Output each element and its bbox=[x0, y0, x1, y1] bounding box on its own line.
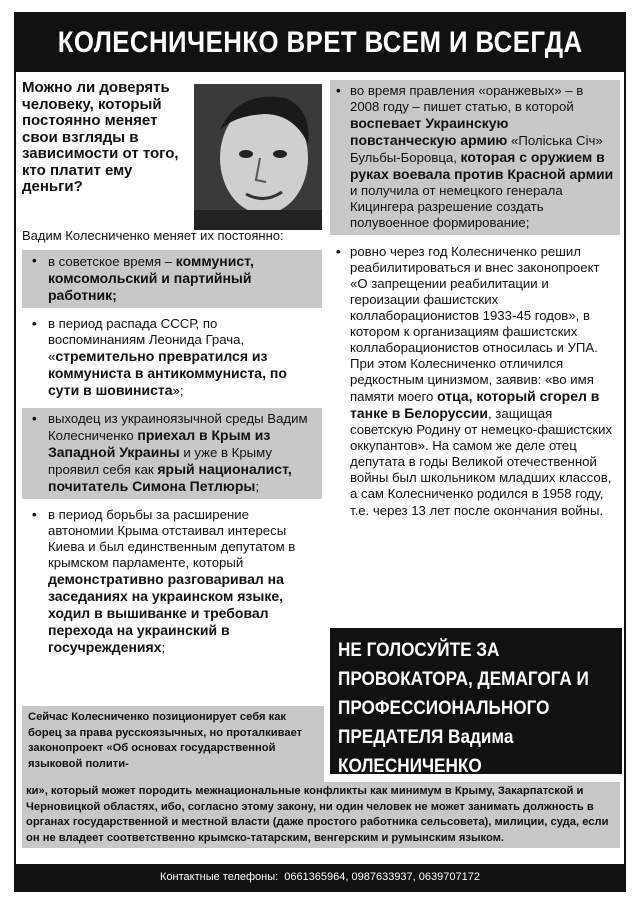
right-item-emphasis: которая с оружием в руках воевала против Красной армии bbox=[350, 149, 614, 182]
footer-phones: 0661365964, 0987633937, 0639707172 bbox=[284, 871, 480, 883]
callout-text: НЕ ГОЛОСУЙТЕ ЗА ПРОВОКАТОРА, ДЕМАГОГА И ПРОФЕССИОНАЛЬНОГО ПРЕДАТЕЛЯ Вадима КОЛЕСНИЧЕНКО bbox=[338, 639, 589, 777]
footer-label: Контактные телефоны: bbox=[160, 871, 279, 883]
right-item-text: , защищая советскую Родину от немецко-фашистских оккупантов». На самом же деле отец депутата в годы Великой отечественной войны был школьником младших классов, а сам Колесниченко родился в 1958 году, т.е. через 13 лет после окончания войны. bbox=[350, 406, 613, 518]
portrait-photo bbox=[194, 84, 322, 230]
left-item-emphasis: приехал в Крым из Западной Украины bbox=[48, 427, 271, 460]
left-item-text: в период распада СССР, по воспоминаниям Леонида Грача, « bbox=[48, 316, 245, 364]
right-item-text: во время правления «оранжевых» – в 2008 году – пишет статью, в которой bbox=[350, 83, 584, 114]
bottom-wide-text: ки», который может породить межнациональные конфликты как минимум в Крыму, Закарпатской и Черновицкой областях, ибо, согласно этому закону, ни один человек не может занимать должность в органах государственной и местной власти (даже простого работника сельсовета), милиции, суда, если он не владеет соответственно крымско-татарским, венгерским и румынским языком. bbox=[26, 785, 609, 844]
left-item-text: выходец из украиноязычной среды Вадим Колесниченко bbox=[48, 411, 308, 443]
leaflet-page bbox=[14, 12, 626, 892]
bullet-icon: • bbox=[336, 244, 341, 259]
intro-question: Можно ли доверять человеку, который постоянно меняет свои взгляды в зависимости от того, кто платит ему деньги? bbox=[22, 79, 179, 195]
left-item-emphasis: демонстративно разговаривал на заседаниях на украинском языке, ходил в вышиванке и требовал перехода на украинский в госучреждениях bbox=[48, 571, 284, 655]
left-item-emphasis: коммунист, комсомольский и партийный работник; bbox=[48, 253, 254, 303]
headline: КОЛЕСНИЧЕНКО ВРЕТ ВСЕМ И ВСЕГДА bbox=[57, 26, 583, 59]
left-item-text: »; bbox=[172, 383, 184, 398]
bottom-text-narrow bbox=[22, 706, 324, 784]
right-item-emphasis: воспевает Украинскую повстанческую армию bbox=[350, 115, 509, 148]
right-item-text: ровно через год Колесниченко решил реабилитироваться и внес законопроект «О запрещении реабилитации и героизации фашистских коллаборационистов 1933-45 годов», в котором к организациям фашистских коллаборационистов относилась и УПА. При этом Колесниченко отличился редкостным цинизмом, заявив: «во имя памяти моего bbox=[350, 244, 600, 404]
left-item-emphasis: стремительно превратился из коммуниста в антикоммуниста, по сути в шовиниста bbox=[48, 348, 287, 398]
intro-tail: Вадим Колесниченко меняет их постоянно: bbox=[22, 228, 284, 243]
left-item-text: в период борьбы за расширение автономии Крыма отстаивал интересы Киева и был единственным депутатом в крымском парламенте, который bbox=[48, 507, 296, 570]
portrait-illustration bbox=[194, 84, 322, 230]
bullet-icon: • bbox=[32, 507, 37, 522]
right-item bbox=[330, 80, 620, 235]
bullet-icon: • bbox=[336, 83, 341, 98]
contact-footer bbox=[16, 864, 624, 890]
bullet-icon: • bbox=[32, 411, 37, 426]
left-item bbox=[22, 408, 322, 499]
left-item bbox=[22, 250, 322, 308]
left-item-text: в советское время – bbox=[48, 254, 176, 269]
left-item-text: ; bbox=[161, 640, 166, 655]
left-column bbox=[22, 80, 322, 665]
right-item bbox=[330, 241, 620, 523]
bottom-narrow-text: Сейчас Колесниченко позиционирует себя как борец за права русскоязычных, но проталкивает законопроект «Об основах государственной языковой полити- bbox=[28, 711, 303, 770]
right-item-emphasis: отца, который сгорел в танке в Белоруссии bbox=[350, 388, 600, 421]
right-item-text: «Поліська Січ» Бульбы-Боровца, bbox=[350, 133, 603, 165]
right-bullet-list bbox=[330, 80, 620, 523]
callout-box bbox=[330, 628, 622, 777]
bullet-icon: • bbox=[32, 253, 37, 268]
left-item bbox=[22, 313, 322, 403]
left-bullet-list bbox=[22, 250, 322, 660]
headline-banner bbox=[16, 14, 624, 72]
intro-block bbox=[22, 80, 322, 250]
left-item-emphasis: ярый националист, почитатель Симона Петлюры bbox=[48, 461, 292, 494]
right-column bbox=[330, 80, 620, 529]
left-item bbox=[22, 504, 322, 660]
bullet-icon: • bbox=[32, 316, 37, 331]
right-item-text: и получила от немецкого генерала Кицингера разрешение создать полувоенное формирование; bbox=[350, 183, 563, 230]
bottom-text-wide bbox=[22, 782, 620, 848]
left-item-text: ; bbox=[255, 479, 260, 494]
left-item-text: и уже в Крыму проявил себя как bbox=[48, 445, 272, 477]
